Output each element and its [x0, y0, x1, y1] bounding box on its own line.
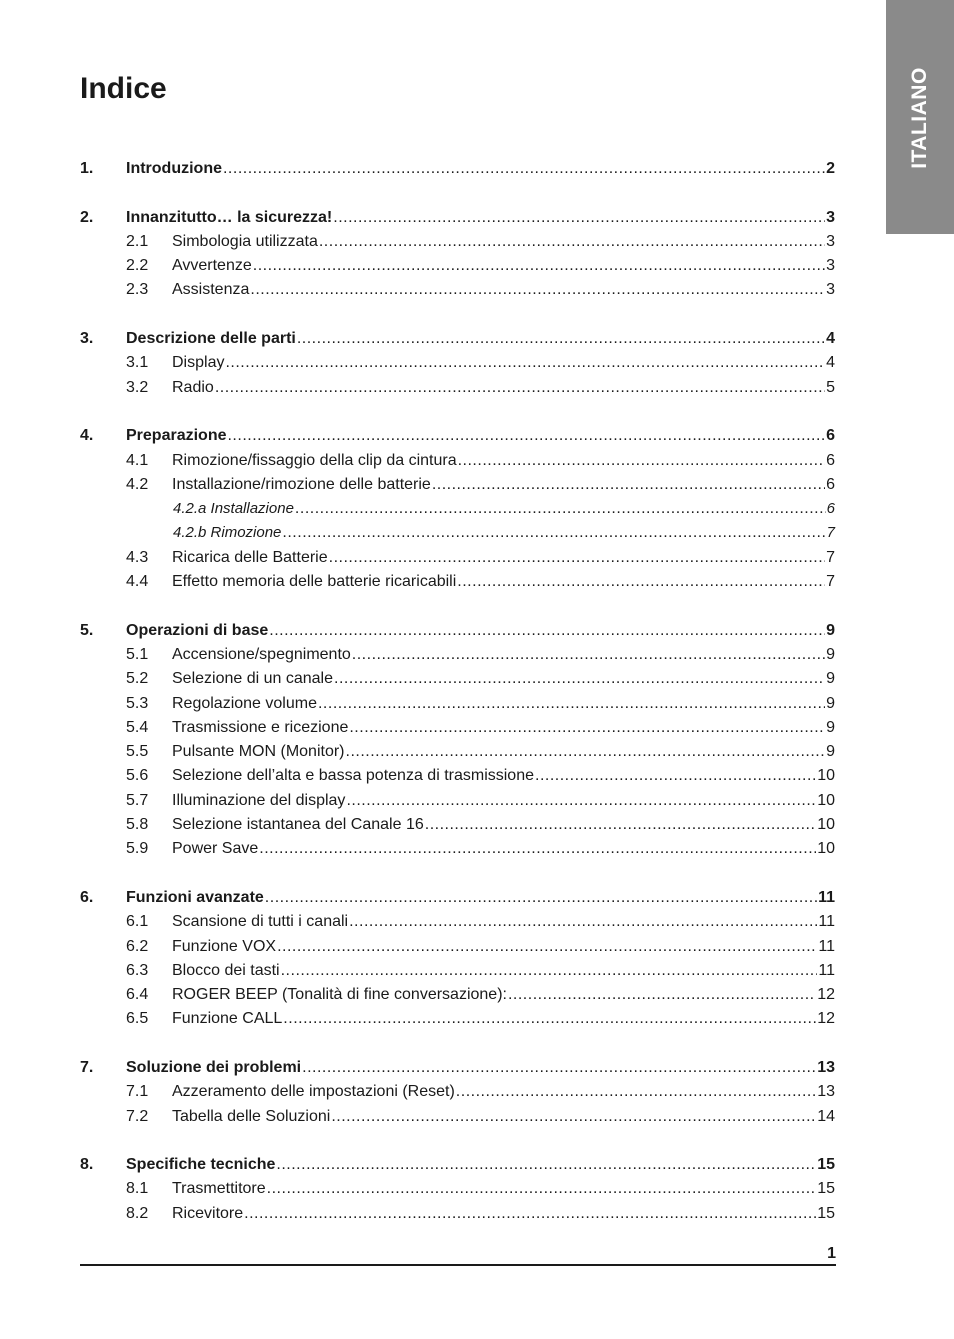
- toc-page-number: 15: [817, 1180, 835, 1198]
- toc-section-gap: [80, 181, 835, 205]
- toc-number: 5.7: [126, 791, 149, 809]
- toc-number: 7.2: [126, 1107, 149, 1125]
- toc-title: Illuminazione del display: [172, 791, 346, 809]
- toc-subsection-row[interactable]: [80, 230, 835, 254]
- toc-leader-dots: [277, 935, 817, 959]
- toc-number: 6.: [80, 888, 94, 906]
- toc-title: Installazione/rimozione delle batterie: [172, 475, 431, 493]
- toc-number: 4.4: [126, 573, 149, 591]
- language-tab: [886, 0, 954, 234]
- toc-title: Selezione istantanea del Canale 16: [172, 816, 424, 834]
- page-number: 1: [827, 1245, 836, 1262]
- toc-page-number: 3: [826, 281, 835, 299]
- toc-subsection-row[interactable]: [80, 643, 835, 667]
- toc-leader-dots: [269, 619, 825, 643]
- toc-leader-dots: [282, 521, 825, 545]
- toc-section-row[interactable]: [80, 424, 835, 448]
- toc-section-row[interactable]: [80, 157, 835, 181]
- toc-leader-dots: [318, 692, 825, 716]
- toc-title: Introduzione: [126, 160, 222, 177]
- toc-subsubsection-row[interactable]: [80, 521, 835, 545]
- toc-leader-dots: [302, 1056, 816, 1080]
- toc-page-number: 4: [826, 330, 835, 348]
- toc-number: 5.1: [126, 645, 149, 663]
- toc-subsection-row[interactable]: [80, 473, 835, 497]
- toc-title: Pulsante MON (Monitor): [172, 743, 345, 761]
- toc-subsection-row[interactable]: [80, 376, 835, 400]
- toc-subsection-row[interactable]: [80, 740, 835, 764]
- toc-leader-dots: [319, 230, 825, 254]
- toc-page-number: 15: [817, 1156, 835, 1174]
- toc-leader-dots: [346, 740, 826, 764]
- toc-page-number: 9: [826, 718, 835, 736]
- toc-leader-dots: [352, 643, 825, 667]
- toc-title: Descrizione delle parti: [126, 330, 296, 348]
- toc-section-row[interactable]: [80, 619, 835, 643]
- toc-number: 8.2: [126, 1204, 149, 1222]
- toc-leader-dots: [346, 789, 816, 813]
- toc-number: 3.1: [126, 354, 149, 372]
- toc-subsection-row[interactable]: [80, 1105, 835, 1129]
- toc-page-number: 3: [826, 208, 835, 226]
- toc-leader-dots: [297, 327, 825, 351]
- toc-title: 4.2.a Installazione: [173, 500, 294, 518]
- toc-title: Trasmissione e ricezione: [172, 718, 349, 736]
- toc-page-number: 11: [818, 913, 835, 931]
- toc-title: Blocco dei tasti: [172, 961, 280, 979]
- toc-subsection-row[interactable]: [80, 959, 835, 983]
- toc-title: Rimozione/fissaggio della clip da cintura: [172, 451, 457, 469]
- toc-leader-dots: [283, 1007, 816, 1031]
- toc-title: Azzeramento delle impostazioni (Reset): [172, 1083, 455, 1101]
- toc-number: 8.: [80, 1156, 94, 1174]
- toc-subsection-row[interactable]: [80, 1202, 835, 1226]
- toc-title: ROGER BEEP (Tonalità di fine conversazione):: [172, 986, 507, 1004]
- toc-section-gap: [80, 1129, 835, 1153]
- toc-number: 6.5: [126, 1010, 149, 1028]
- toc-page-number: 9: [826, 621, 835, 639]
- toc-page-number: 13: [817, 1058, 835, 1076]
- toc-number: 4.3: [126, 548, 149, 566]
- toc-page-number: 5: [826, 378, 835, 396]
- toc-title: Trasmettitore: [172, 1180, 266, 1198]
- toc-number: 5.5: [126, 743, 149, 761]
- toc-section-gap: [80, 1032, 835, 1056]
- toc-subsection-row[interactable]: [80, 716, 835, 740]
- toc-number: 5.3: [126, 694, 149, 712]
- toc-title: Ricarica delle Batterie: [172, 548, 328, 566]
- toc-page-number: 9: [826, 694, 835, 712]
- toc-page-number: 4: [826, 354, 835, 372]
- toc-title: Preparazione: [126, 427, 227, 445]
- toc-leader-dots: [329, 546, 825, 570]
- toc-title: Effetto memoria delle batterie ricaricabili: [172, 573, 457, 591]
- toc-subsection-row[interactable]: [80, 983, 835, 1007]
- toc-leader-dots: [456, 1080, 816, 1104]
- toc-leader-dots: [425, 813, 816, 837]
- toc-number: 6.2: [126, 937, 149, 955]
- toc-page-number: 10: [817, 791, 835, 809]
- toc-title: Funzioni avanzate: [126, 888, 264, 906]
- toc-page-number: 6: [826, 500, 835, 518]
- toc-title: Avvertenze: [172, 257, 252, 275]
- toc-section-row[interactable]: [80, 886, 835, 910]
- toc-title: Selezione di un canale: [172, 670, 334, 688]
- toc-page-number: 3: [826, 257, 835, 275]
- toc-leader-dots: [333, 206, 825, 230]
- toc-leader-dots: [458, 449, 826, 473]
- toc-title: Operazioni di base: [126, 621, 269, 639]
- toc-number: 2.3: [126, 281, 149, 299]
- toc-leader-dots: [295, 497, 826, 521]
- toc-leader-dots: [259, 837, 816, 861]
- toc-section-gap: [80, 400, 835, 424]
- toc-title: Display: [172, 354, 225, 372]
- toc-number: 2.1: [126, 232, 149, 250]
- toc-number: 4.2: [126, 475, 149, 493]
- toc-number: 6.1: [126, 913, 149, 931]
- toc-page-number: 11: [818, 961, 835, 979]
- toc-title: Ricevitore: [172, 1204, 244, 1222]
- toc-title: Funzione VOX: [172, 937, 277, 955]
- toc-number: 2.: [80, 208, 94, 226]
- toc-subsection-row[interactable]: [80, 837, 835, 861]
- toc-subsection-row[interactable]: [80, 1177, 835, 1201]
- toc-page-number: 9: [826, 670, 835, 688]
- toc-leader-dots: [223, 157, 825, 181]
- toc-subsection-row[interactable]: [80, 692, 835, 716]
- toc-title: Specifiche tecniche: [126, 1156, 276, 1174]
- toc-page-number: 10: [817, 767, 835, 785]
- toc-page-number: 10: [817, 816, 835, 834]
- table-of-contents: [80, 157, 835, 1226]
- toc-leader-dots: [265, 886, 817, 910]
- toc-leader-dots: [349, 910, 817, 934]
- toc-page-number: 15: [817, 1204, 835, 1222]
- toc-number: 5.: [80, 621, 94, 639]
- toc-subsection-row[interactable]: [80, 254, 835, 278]
- toc-title: Innanzitutto… la sicurezza!: [126, 208, 333, 226]
- toc-leader-dots: [250, 278, 825, 302]
- toc-title: Simbologia utilizzata: [172, 232, 318, 250]
- toc-leader-dots: [334, 667, 825, 691]
- toc-subsection-row[interactable]: [80, 449, 835, 473]
- toc-title: Selezione dell’alta e bassa potenza di trasmissione: [172, 767, 534, 785]
- toc-leader-dots: [508, 983, 816, 1007]
- toc-title: 4.2.b Rimozione: [173, 524, 282, 542]
- toc-section-gap: [80, 594, 835, 618]
- toc-section-row[interactable]: [80, 1153, 835, 1177]
- toc-leader-dots: [244, 1202, 816, 1226]
- toc-title: Soluzione dei problemi: [126, 1058, 302, 1076]
- toc-leader-dots: [267, 1177, 817, 1201]
- toc-page-number: 9: [826, 645, 835, 663]
- toc-subsubsection-row[interactable]: [80, 497, 835, 521]
- toc-number: 6.4: [126, 986, 149, 1004]
- toc-title: Assistenza: [172, 281, 250, 299]
- toc-title: Regolazione volume: [172, 694, 317, 712]
- toc-page-number: 7: [826, 548, 835, 566]
- toc-subsection-row[interactable]: [80, 1080, 835, 1104]
- toc-leader-dots: [215, 376, 825, 400]
- toc-page-number: 7: [826, 524, 835, 542]
- toc-number: 4.1: [126, 451, 149, 469]
- language-tab-label: ITALIANO: [908, 67, 931, 169]
- toc-page-number: 6: [826, 427, 835, 445]
- toc-subsection-row[interactable]: [80, 570, 835, 594]
- toc-subsection-row[interactable]: [80, 278, 835, 302]
- toc-subsection-row[interactable]: [80, 813, 835, 837]
- toc-number: 5.9: [126, 840, 149, 858]
- toc-number: 3.2: [126, 378, 149, 396]
- toc-leader-dots: [349, 716, 825, 740]
- toc-leader-dots: [227, 424, 825, 448]
- toc-title: Scansione di tutti i canali: [172, 913, 349, 931]
- toc-leader-dots: [432, 473, 825, 497]
- toc-page-number: 3: [826, 232, 835, 250]
- toc-leader-dots: [253, 254, 825, 278]
- toc-number: 2.2: [126, 257, 149, 275]
- toc-leader-dots: [457, 570, 825, 594]
- toc-subsection-row[interactable]: [80, 789, 835, 813]
- toc-number: 5.6: [126, 767, 149, 785]
- toc-number: 7.: [80, 1058, 94, 1076]
- toc-page-number: 11: [818, 888, 835, 906]
- toc-leader-dots: [535, 764, 816, 788]
- toc-page-number: 6: [826, 475, 835, 493]
- toc-section-gap: [80, 862, 835, 886]
- toc-page-number: 14: [817, 1107, 835, 1125]
- toc-subsection-row[interactable]: [80, 764, 835, 788]
- toc-section-row[interactable]: [80, 1056, 835, 1080]
- toc-number: 5.8: [126, 816, 149, 834]
- toc-number: 5.4: [126, 718, 149, 736]
- toc-number: 7.1: [126, 1083, 149, 1101]
- toc-subsection-row[interactable]: [80, 1007, 835, 1031]
- toc-number: 8.1: [126, 1180, 149, 1198]
- toc-subsection-row[interactable]: [80, 351, 835, 375]
- footer-rule: [80, 1264, 836, 1266]
- toc-subsection-row[interactable]: [80, 910, 835, 934]
- toc-leader-dots: [281, 959, 818, 983]
- toc-page-number: 2: [826, 160, 835, 177]
- toc-number: 6.3: [126, 961, 149, 979]
- toc-page-number: 6: [826, 451, 835, 469]
- toc-title: Power Save: [172, 840, 259, 858]
- toc-leader-dots: [276, 1153, 816, 1177]
- toc-section-row[interactable]: [80, 327, 835, 351]
- toc-number: 3.: [80, 330, 94, 348]
- toc-title: Radio: [172, 378, 214, 396]
- toc-page-number: 11: [818, 937, 835, 955]
- toc-page-number: 10: [817, 840, 835, 858]
- toc-subsection-row[interactable]: [80, 667, 835, 691]
- toc-number: 1.: [80, 160, 94, 177]
- toc-leader-dots: [331, 1105, 816, 1129]
- toc-page-number: 12: [817, 986, 835, 1004]
- toc-page-number: 12: [817, 1010, 835, 1028]
- toc-title: Accensione/spegnimento: [172, 645, 351, 663]
- toc-section-row[interactable]: [80, 206, 835, 230]
- toc-subsection-row[interactable]: [80, 546, 835, 570]
- toc-page-number: 7: [826, 573, 835, 591]
- toc-leader-dots: [225, 351, 825, 375]
- toc-title: Funzione CALL: [172, 1010, 283, 1028]
- toc-title: Tabella delle Soluzioni: [172, 1107, 331, 1125]
- toc-number: 4.: [80, 427, 94, 445]
- toc-subsection-row[interactable]: [80, 935, 835, 959]
- toc-page-number: 9: [826, 743, 835, 761]
- toc-number: 5.2: [126, 670, 149, 688]
- toc-page-number: 13: [817, 1083, 835, 1101]
- toc-section-gap: [80, 303, 835, 327]
- page-title: Indice: [80, 72, 167, 105]
